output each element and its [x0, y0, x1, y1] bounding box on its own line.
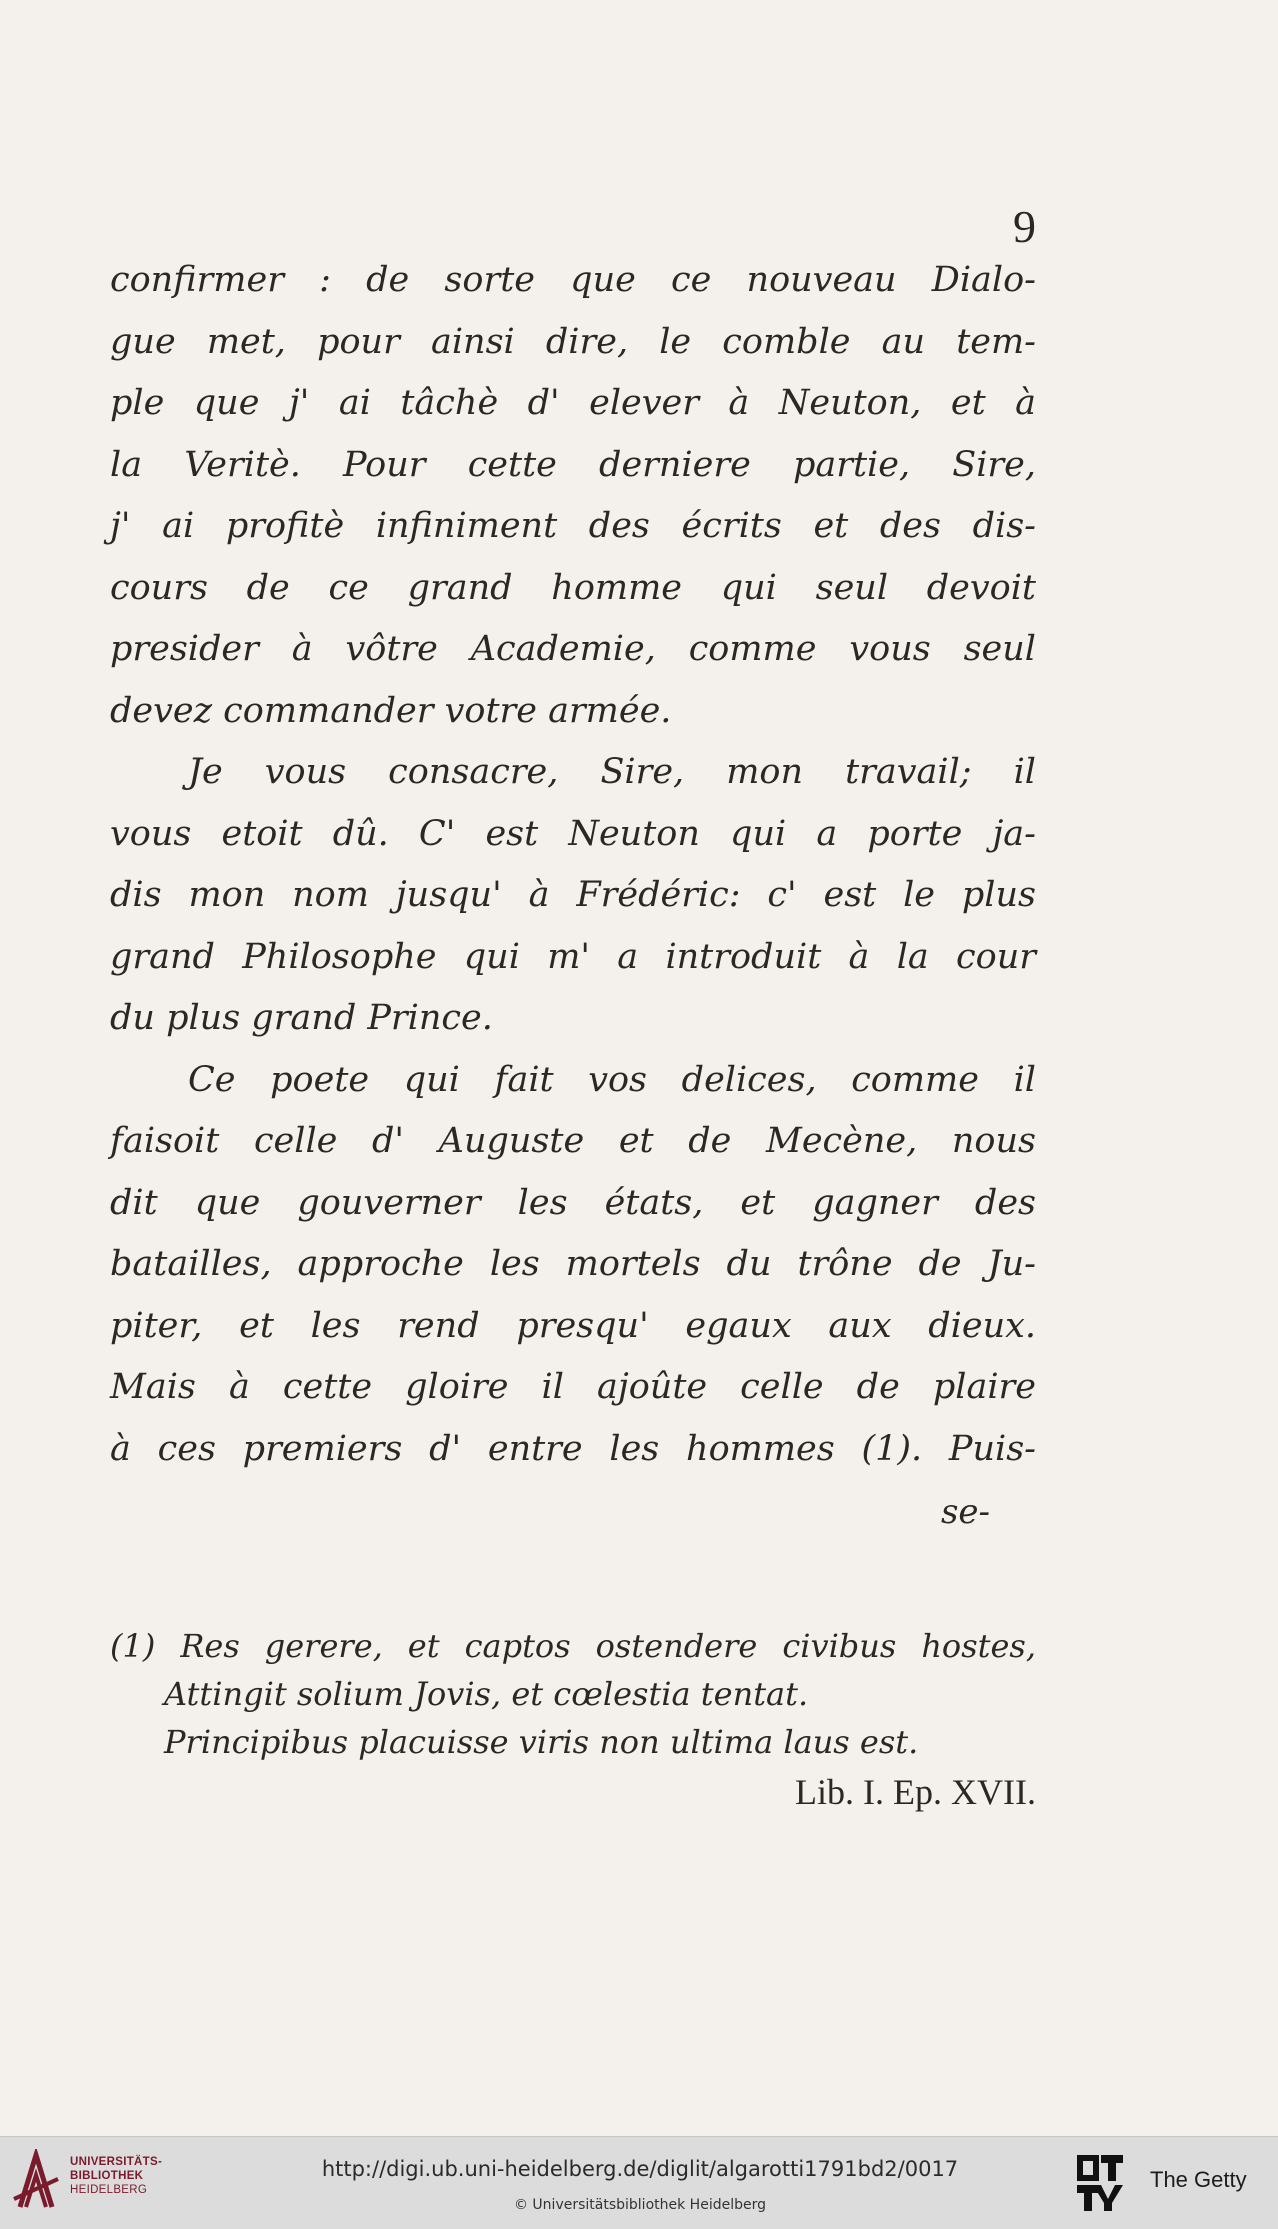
text-line: piter, et les rend presqu' egaux aux dieux. [110, 1305, 1036, 1346]
text-line: Je vous consacre, Sire, mon travail; il [188, 752, 1036, 792]
library-name [70, 2155, 162, 2197]
footnote-reference: Lib. I. Ep. XVII. [795, 1772, 1036, 1812]
page-number: 9 [1013, 201, 1036, 252]
getty-logo-icon[interactable] [1075, 2153, 1125, 2213]
text-line: batailles, approche les mortels du trône de Ju- [110, 1244, 1036, 1284]
footnote-line: Attingit solium Jovis, et cœlestia tentat. [164, 1675, 809, 1713]
text-line: à ces premiers d' entre les hommes (1). Puis- [110, 1428, 1036, 1469]
university-library-logo-icon[interactable] [12, 2149, 60, 2215]
text-line: devez commander votre armée. [110, 690, 672, 731]
permalink-url[interactable]: http://digi.ub.uni-heidelberg.de/diglit/algarotti1791bd2/0017 [321, 2157, 959, 2181]
text-line: gue met, pour ainsi dire, le comble au tem- [110, 321, 1036, 362]
text-line: cours de ce grand homme qui seul devoit [110, 567, 1036, 608]
body-text [110, 250, 1036, 1480]
catchword: se- [940, 1492, 990, 1532]
text-line: du plus grand Prince. [110, 998, 493, 1038]
library-name-line: BIBLIOTHEK [70, 2170, 144, 2182]
text-line: vous etoit dû. C' est Neuton qui a porte ja- [110, 813, 1036, 854]
text-line: dis mon nom jusqu' à Frédéric: c' est le plus [110, 875, 1036, 915]
footnote-line: Principibus placuisse viris non ultima laus est. [164, 1723, 919, 1761]
text-line: grand Philosophe qui m' a introduit à la cour [110, 936, 1036, 977]
footnote [110, 1622, 1036, 1816]
text-line: dit que gouverner les états, et gagner des [110, 1182, 1036, 1223]
text-line: faisoit celle d' Auguste et de Mecène, nous [110, 1121, 1036, 1161]
text-line: presider à vôtre Academie, comme vous seul [110, 629, 1036, 669]
text-line: Ce poete qui fait vos delices, comme il [188, 1059, 1036, 1100]
library-name-line: UNIVERSITÄTS- [70, 2156, 163, 2168]
copyright-notice: © Universitätsbibliothek Heidelberg [513, 2197, 766, 2213]
footnote-line: (1) Res gerere, et captos ostendere civibus hostes, [110, 1627, 1036, 1665]
library-name-line: HEIDELBERG [70, 2184, 148, 2196]
text-line: j' ai profitè infiniment des écrits et des dis- [110, 506, 1036, 546]
text-line: la Veritè. Pour cette derniere partie, Sire, [110, 444, 1036, 485]
text-line: Mais à cette gloire il ajoûte celle de plaire [110, 1367, 1036, 1407]
text-line: confirmer : de sorte que ce nouveau Dialo- [110, 260, 1036, 300]
text-line: ple que j' ai tâchè d' elever à Neuton, et à [110, 383, 1036, 423]
footer-bar [0, 2136, 1278, 2229]
partner-name: The Getty [1150, 2167, 1247, 2192]
